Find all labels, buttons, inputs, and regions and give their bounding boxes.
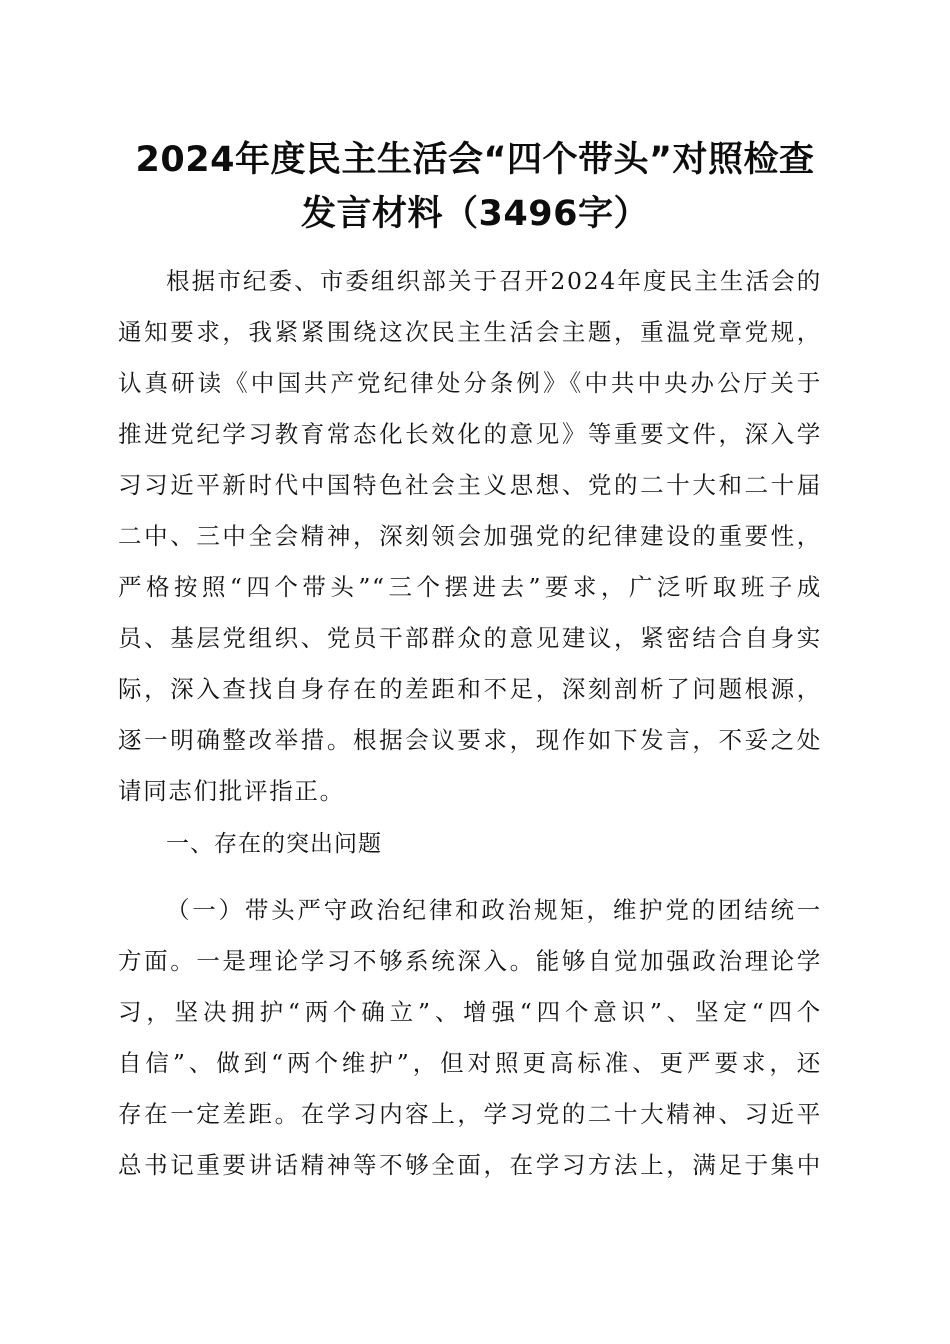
- document-title-line-1: 2024年度民主生活会“四个带头”对照检查: [135, 140, 815, 180]
- intro-paragraph-line: 请同志们批评指正。: [118, 777, 345, 805]
- intro-paragraph-line: 推进党纪学习教育常态化长效化的意见》等重要文件，深入学: [118, 420, 822, 448]
- intro-paragraph-line: 习习近平新时代中国特色社会主义思想、党的二十大和二十届: [118, 471, 822, 499]
- intro-paragraph-line: 逐一明确整改举措。根据会议要求，现作如下发言，不妥之处: [118, 726, 822, 754]
- intro-paragraph-line: 员、基层党组织、党员干部群众的意见建议，紧密结合自身实: [118, 624, 822, 652]
- intro-paragraph-line: 根据市纪委、市委组织部关于召开2024年度民主生活会的: [166, 267, 822, 295]
- intro-paragraph-line: 通知要求，我紧紧围绕这次民主生活会主题，重温党章党规，: [118, 318, 822, 346]
- body-paragraph-line: 习，坚决拥护“两个确立”、增强“四个意识”、坚定“四个: [118, 998, 822, 1026]
- intro-paragraph-line: 二中、三中全会精神，深刻领会加强党的纪律建设的重要性，: [118, 522, 822, 550]
- section-heading: 一、存在的突出问题: [166, 831, 382, 857]
- body-paragraph-line: 存在一定差距。在学习内容上，学习党的二十大精神、习近平: [118, 1100, 822, 1128]
- intro-paragraph-line: 际，深入查找自身存在的差距和不足，深刻剖析了问题根源，: [118, 675, 822, 703]
- body-paragraph-line: 方面。一是理论学习不够系统深入。能够自觉加强政治理论学: [118, 947, 822, 975]
- body-paragraph-line: 自信”、做到“两个维护”，但对照更高标准、更严要求，还: [118, 1049, 822, 1077]
- body-paragraph-line: 总书记重要讲话精神等不够全面，在学习方法上，满足于集中: [118, 1151, 822, 1179]
- document-title-line-2: 发言材料（3496字）: [301, 194, 649, 234]
- body-paragraph-line: （一）带头严守政治纪律和政治规矩，维护党的团结统一: [166, 896, 822, 924]
- intro-paragraph-line: 严格按照“四个带头”“三个摆进去”要求，广泛听取班子成: [118, 573, 822, 601]
- intro-paragraph-line: 认真研读《中国共产党纪律处分条例》《中共中央办公厅关于: [118, 369, 822, 397]
